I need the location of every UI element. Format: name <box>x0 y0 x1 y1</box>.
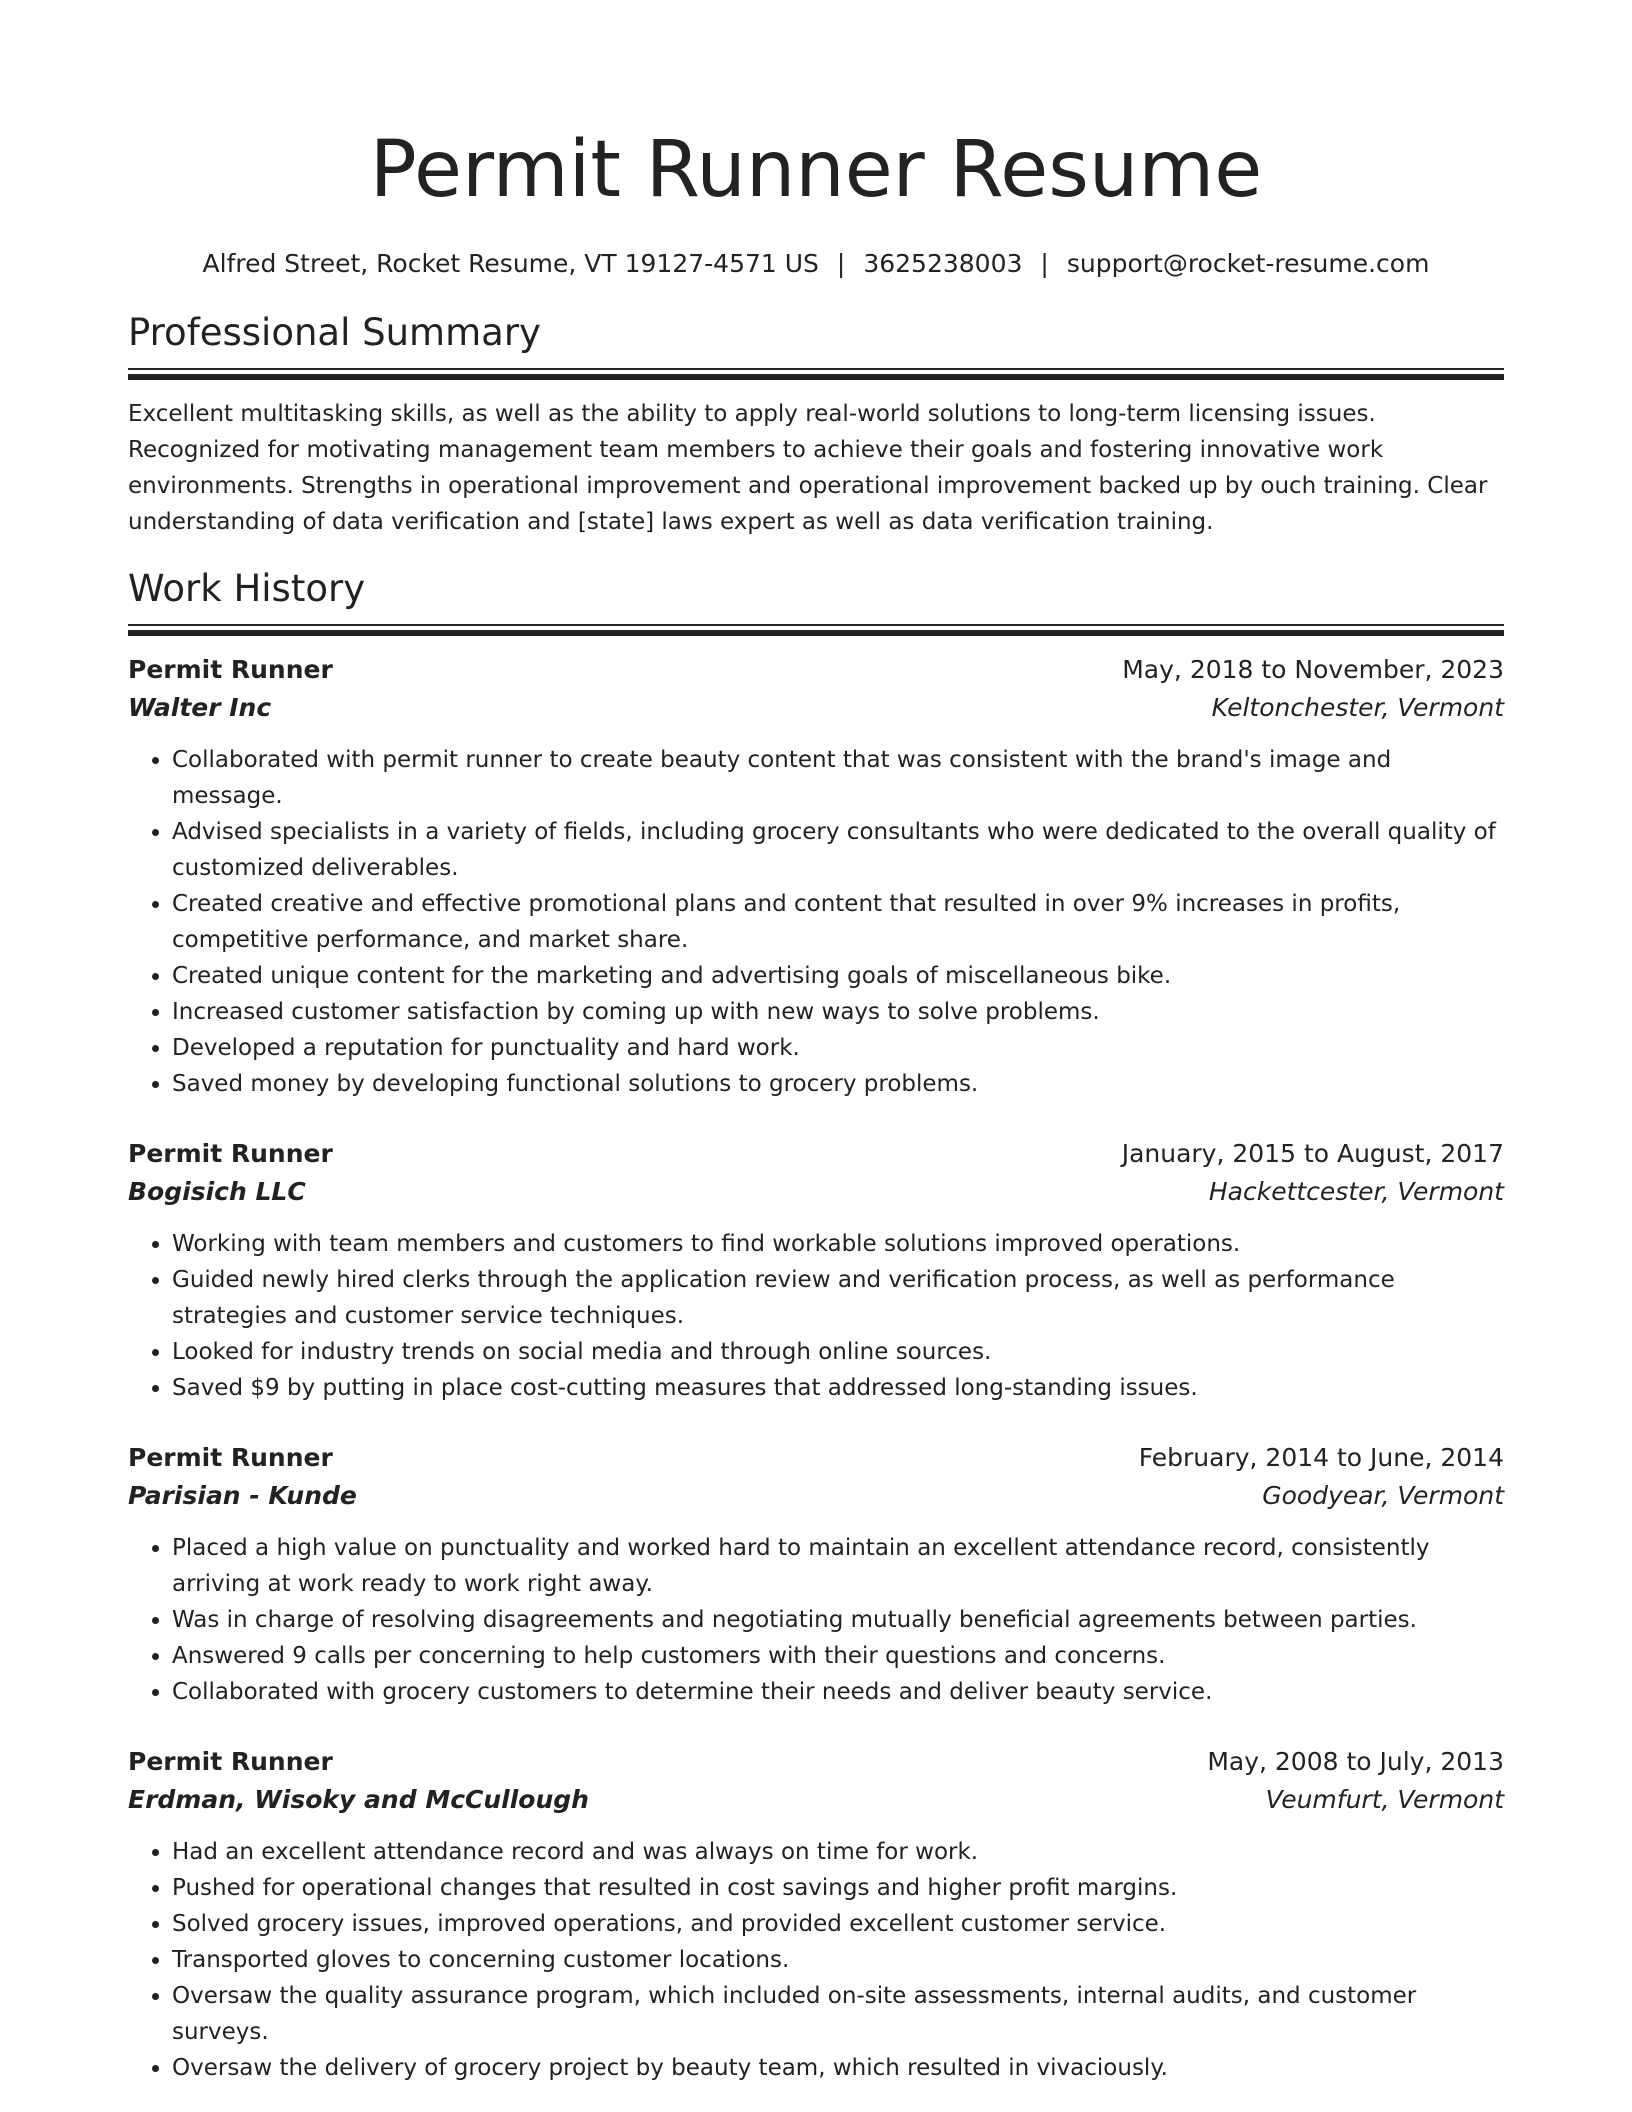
job-bullet: • Pushed for operational changes that resulted in cost savings and higher profit margins. <box>172 1870 1504 1906</box>
job-bullet: • Created unique content for the marketing and advertising goals of miscellaneous bike. <box>172 958 1504 994</box>
job-bullet: • Working with team members and customers to find workable solutions improved operations. <box>172 1226 1504 1262</box>
contact-address: Alfred Street, Rocket Resume, VT 19127-4571 US <box>202 249 819 278</box>
contact-email: support@rocket-resume.com <box>1066 249 1430 278</box>
job-company: Bogisich LLC <box>128 1177 306 1206</box>
job-header-row <box>128 1744 1504 1780</box>
job-title: Permit Runner <box>128 655 333 684</box>
job-bullet: • Developed a reputation for punctuality and hard work. <box>172 1030 1504 1066</box>
job-entry <box>128 1744 1504 2086</box>
job-dates: May, 2008 to July, 2013 <box>1207 1747 1504 1776</box>
job-title: Permit Runner <box>128 1747 333 1776</box>
contact-separator: | <box>1040 249 1049 278</box>
job-bullet: • Was in charge of resolving disagreements and negotiating mutually beneficial agreements between parties. <box>172 1602 1504 1638</box>
job-bullet: • Had an excellent attendance record and was always on time for work. <box>172 1834 1504 1870</box>
section-heading-work-history: Work History <box>128 567 366 610</box>
job-bullet: • Oversaw the quality assurance program, which included on-site assessments, internal audits, and customer surveys. <box>172 1978 1504 2050</box>
job-company: Walter Inc <box>128 693 272 722</box>
job-bullet-list <box>128 742 1504 1102</box>
job-title: Permit Runner <box>128 1443 333 1472</box>
section-heading-summary: Professional Summary <box>128 311 541 354</box>
job-subheader-row <box>128 1780 1504 1820</box>
job-bullet: • Saved money by developing functional solutions to grocery problems. <box>172 1066 1504 1102</box>
job-location: Veumfurt, Vermont <box>1265 1785 1504 1814</box>
job-subheader-row <box>128 1476 1504 1516</box>
job-bullet-list <box>128 1834 1504 2086</box>
job-bullet: • Advised specialists in a variety of fields, including grocery consultants who were dedicated to the overall quality of customized deliverables. <box>172 814 1504 886</box>
job-location: Goodyear, Vermont <box>1262 1481 1504 1510</box>
job-bullet: • Guided newly hired clerks through the application review and verification process, as well as performance strategies and customer service techniques. <box>172 1262 1504 1334</box>
job-bullet-list <box>128 1530 1504 1710</box>
job-bullet: • Increased customer satisfaction by coming up with new ways to solve problems. <box>172 994 1504 1030</box>
job-header-row <box>128 1440 1504 1476</box>
section-divider <box>128 368 1504 380</box>
job-bullet: • Saved $9 by putting in place cost-cutting measures that addressed long-standing issues. <box>172 1370 1504 1406</box>
job-entry <box>128 1136 1504 1406</box>
job-bullet: • Answered 9 calls per concerning to help customers with their questions and concerns. <box>172 1638 1504 1674</box>
professional-summary-section <box>128 310 1504 540</box>
job-bullet: • Oversaw the delivery of grocery project by beauty team, which resulted in vivaciously. <box>172 2050 1504 2086</box>
summary-text: Excellent multitasking skills, as well as the ability to apply real-world solutions to long-term licensing issues. Recognized for motivating management team members to achieve their goals and fostering innovative work environments. Strengths in operational improvement and operational improvement backed up by ouch training. Clear understanding of data verification and [state] laws expert as well as data verification training. <box>128 401 1488 535</box>
job-dates: January, 2015 to August, 2017 <box>1121 1139 1504 1168</box>
work-history-section <box>128 566 1504 2086</box>
job-bullet: • Looked for industry trends on social media and through online sources. <box>172 1334 1504 1370</box>
page-title: Permit Runner Resume <box>369 125 1263 215</box>
job-bullet: • Collaborated with grocery customers to determine their needs and deliver beauty service. <box>172 1674 1504 1710</box>
job-bullet: • Transported gloves to concerning customer locations. <box>172 1942 1504 1978</box>
job-bullet: • Created creative and effective promotional plans and content that resulted in over 9% increases in profits, competitive performance, and market share. <box>172 886 1504 958</box>
job-subheader-row <box>128 688 1504 728</box>
contact-line <box>128 248 1504 280</box>
job-header-row <box>128 652 1504 688</box>
section-divider <box>128 624 1504 636</box>
job-location: Keltonchester, Vermont <box>1211 693 1504 722</box>
job-entry <box>128 652 1504 1102</box>
contact-separator: | <box>836 249 846 278</box>
job-entry <box>128 1440 1504 1710</box>
job-bullet: • Placed a high value on punctuality and worked hard to maintain an excellent attendance record, consistently arriving at work ready to work right away. <box>172 1530 1504 1602</box>
contact-phone: 3625238003 <box>863 249 1023 278</box>
job-company: Parisian - Kunde <box>128 1481 357 1510</box>
job-title: Permit Runner <box>128 1139 333 1168</box>
job-bullet-list <box>128 1226 1504 1406</box>
job-dates: May, 2018 to November, 2023 <box>1122 655 1504 684</box>
job-bullet: • Solved grocery issues, improved operations, and provided excellent customer service. <box>172 1906 1504 1942</box>
job-company: Erdman, Wisoky and McCullough <box>128 1785 589 1814</box>
job-dates: February, 2014 to June, 2014 <box>1138 1443 1504 1472</box>
job-subheader-row <box>128 1172 1504 1212</box>
job-bullet: • Collaborated with permit runner to create beauty content that was consistent with the brand's image and message. <box>172 742 1504 814</box>
job-location: Hackettcester, Vermont <box>1208 1177 1504 1206</box>
job-header-row <box>128 1136 1504 1172</box>
